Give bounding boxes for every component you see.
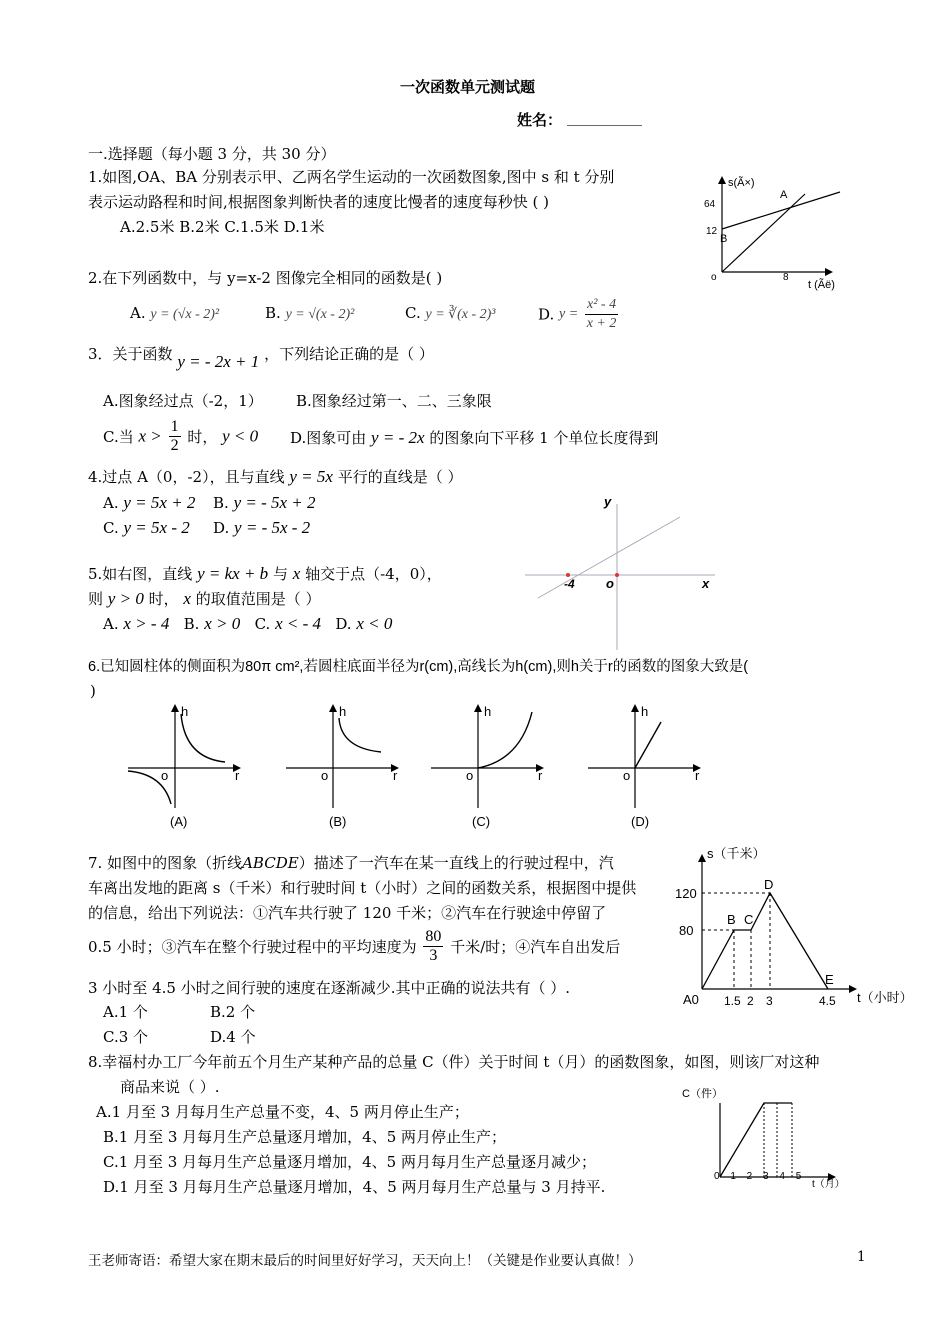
q6-graph-b: [283, 700, 403, 835]
q1-line-oa: [722, 194, 805, 272]
q8-c-label: C（件）: [682, 1088, 723, 1100]
q6-c-o: o: [466, 768, 474, 783]
q5-figure: [520, 492, 720, 652]
q7-label-b: B: [727, 912, 736, 927]
q3-c-a: C.当: [103, 428, 134, 446]
q8-opt-c: C.1 月至 3 月每月生产总量逐月增加，4、5 两月每月生产总量逐月减少；: [103, 1153, 596, 1171]
q5-b-label: B.: [183, 615, 200, 633]
q5-c-expr: x < - 4: [275, 614, 321, 633]
q6-c-curve: [478, 712, 532, 768]
q8-polyline: [720, 1103, 792, 1177]
arrow-up-icon: [329, 704, 337, 712]
q2-b-label: B.: [265, 304, 281, 322]
q4-opt-c: [103, 516, 190, 540]
q4-a-expr: y = 5x + 2: [123, 493, 196, 512]
q6-c-r: r: [538, 768, 543, 783]
q7-opt-b: B.2 个: [210, 1003, 256, 1021]
q3-c-num: 1: [170, 418, 179, 435]
q4-a-label: A.: [103, 494, 119, 512]
q8-figure: [680, 1083, 860, 1193]
q8-ticks: 0 1 2 3 4 5: [714, 1171, 806, 1182]
q5-options: [103, 612, 392, 636]
page-title: 一次函数单元测试题: [400, 78, 536, 96]
name-label: 姓名：: [517, 111, 563, 129]
q3-c-b: 时，: [187, 428, 218, 446]
q7-line5: 3 小时至 4.5 小时之间行驶的速度在逐渐减少.其中正确的说法共有（ ）.: [88, 979, 571, 997]
q7-label-d: D: [764, 877, 774, 892]
q5-stem-x: x: [292, 564, 301, 583]
q4-opt-b: [213, 491, 316, 515]
q7-x3: 3: [766, 994, 773, 1008]
arrow-right-icon: [849, 985, 857, 993]
q6-line2: ): [90, 682, 96, 700]
q7-a0: A0: [683, 992, 699, 1007]
q8-t-label: t（月）: [812, 1179, 845, 1190]
q4-d-expr: y = - 5x - 2: [234, 518, 311, 537]
q7-frac-den: 3: [429, 947, 438, 964]
q5-line2-y: y > 0: [107, 589, 144, 608]
q6-a-h: h: [181, 704, 189, 719]
q1-line1: 1.如图,OA、BA 分别表示甲、乙两名学生运动的一次函数图象,图中 s 和 t 分别: [88, 168, 615, 186]
q7-x15: 1.5: [724, 994, 741, 1008]
q1-s-label: s(Ã×): [728, 177, 755, 189]
q1-origin: o: [711, 272, 717, 283]
q3-c-x: x >: [138, 426, 162, 446]
q7-line1-abcde: ABCDE: [242, 854, 299, 872]
q7-line4-b: 千米/时；④汽车自出发后: [450, 938, 621, 956]
q8-opt-d: D.1 月至 3 月每月生产总量逐月增加，4、5 两月每月生产总量与 3 月持平.: [103, 1178, 606, 1196]
q4-opt-d: [213, 516, 310, 540]
q3-stem-a: 3．关于函数: [88, 345, 173, 363]
q2-d-den: x + 2: [586, 316, 617, 331]
q5-line2-c: 的取值范围是（ ）: [195, 590, 321, 608]
q7-line1-b: ）描述了一汽车在某一直线上的行驶过程中，汽: [298, 854, 614, 872]
q2-d-num: x² - 4: [585, 296, 618, 315]
q7-label-c: C: [744, 912, 754, 927]
q2-d-fraction: [585, 296, 618, 333]
q6-a-o: o: [161, 768, 169, 783]
footer-note: 王老师寄语：希望大家在期末最后的时间里好好学习，天天向上！（关键是作业要认真做！）: [88, 1253, 642, 1269]
name-blank: __________: [567, 108, 642, 126]
q2-a-expr: y = (√x - 2)²: [150, 307, 220, 322]
q6-a-curve-upper: [181, 714, 225, 762]
q5-a-expr: x > - 4: [123, 614, 170, 633]
q7-t-label: t（小时）: [857, 990, 913, 1005]
q5-line2: [88, 587, 321, 611]
q6-c-h: h: [484, 704, 492, 719]
q7-opt-a: A.1 个: [103, 1003, 148, 1021]
q6-graph-d: [585, 700, 705, 835]
q7-opt-d: D.4 个: [210, 1028, 256, 1046]
section-heading: 一.选择题（每小题 3 分，共 30 分）: [88, 145, 336, 163]
q4-c-expr: y = 5x - 2: [123, 518, 190, 537]
q2-c-expr: y = ∛(x - 2)³: [425, 307, 496, 322]
q3-stem-b: ，下列结论正确的是（ ）: [264, 345, 434, 363]
q6-d-o: o: [623, 768, 631, 783]
q3-stem-expr: y = - 2x + 1: [177, 352, 260, 371]
q5-stem-a: 5.如右图，直线: [88, 565, 193, 583]
q3-d-a: D.图象可由: [290, 429, 367, 447]
q7-line3: 的信息，给出下列说法：①汽车共行驶了 120 千米；②汽车在行驶途中停留了: [88, 904, 607, 922]
q4-d-label: D.: [213, 519, 230, 537]
q4-stem: [88, 465, 462, 489]
q5-stem-c: 轴交于点（-4，0），: [305, 565, 442, 583]
q4-opt-a: [103, 491, 195, 515]
q5-stem: [88, 562, 442, 586]
q5-line2-b: 时，: [148, 590, 179, 608]
q2-d-y: y =: [559, 306, 579, 322]
q7-y120: 120: [675, 886, 697, 901]
q4-c-label: C.: [103, 519, 119, 537]
q6-b-h: h: [339, 704, 347, 719]
q6-d-label: (D): [631, 814, 650, 829]
q1-label-b: B: [720, 233, 728, 245]
q6-b-r: r: [393, 768, 398, 783]
arrow-up-icon: [698, 854, 706, 862]
q7-x45: 4.5: [819, 994, 836, 1008]
q1-figure: [700, 172, 850, 294]
q3-opt-d: [290, 427, 658, 448]
q6-graph-c: [428, 700, 548, 835]
q3-opt-a: A.图象经过点（-2，1）: [103, 392, 263, 410]
q5-x-label: x: [702, 576, 710, 591]
q7-s-label: s（千米）: [707, 846, 766, 861]
q1-options: A.2.5米 B.2米 C.1.5米 D.1米: [120, 218, 325, 236]
q6-a-r: r: [235, 768, 240, 783]
q8-line2: 商品来说（ ）.: [120, 1078, 220, 1096]
q4-stem-b: 平行的直线是（ ）: [337, 468, 463, 486]
q7-line4: [88, 928, 620, 965]
arrow-right-icon: [825, 268, 833, 276]
q6-b-curve: [339, 718, 381, 752]
q7-polyline: [702, 893, 828, 989]
q2-opt-a: [130, 304, 219, 323]
q5-d-label: D.: [335, 615, 352, 633]
q2-opt-d: [538, 296, 620, 333]
page-number: 1: [857, 1249, 866, 1265]
q6-a-label: (A): [170, 814, 188, 829]
q4-stem-a: 4.过点 A（0，-2），且与直线: [88, 468, 285, 486]
q8-opt-a: A.1 月至 3 月每月生产总量不变，4、5 两月停止生产；: [96, 1103, 469, 1121]
q7-line1: [88, 852, 614, 875]
q3-stem: [88, 342, 434, 371]
q2-a-label: A.: [130, 304, 146, 322]
q4-stem-expr: y = 5x: [289, 467, 333, 486]
q6-line1: 6.已知圆柱体的侧面积为80π cm²,若圆柱底面半径为r(cm),高线长为h(cm),则h关于r的函数的图象大致是(: [88, 659, 749, 675]
q6-d-r: r: [695, 768, 700, 783]
q3-d-b: 的图象向下平移 1 个单位长度得到: [429, 429, 659, 447]
q1-line2: 表示运动路程和时间,根据图象判断快者的速度比慢者的速度每秒快 ( ): [88, 193, 550, 211]
q1-label-a: A: [780, 189, 788, 201]
q7-x2: 2: [747, 994, 754, 1008]
q5-stem-expr: y = kx + b: [197, 564, 269, 583]
q3-c-fraction: [169, 418, 181, 455]
q6-d-h: h: [641, 704, 649, 719]
q2-c-label: C.: [405, 304, 421, 322]
q6-b-label: (B): [329, 814, 347, 829]
q5-line2-x: x: [183, 589, 191, 608]
q5-y-label: y: [604, 494, 612, 509]
q3-c-y: y < 0: [222, 426, 259, 446]
q8-opt-b: B.1 月至 3 月每月生产总量逐月增加，4、5 两月停止生产；: [103, 1128, 507, 1146]
q4-b-label: B.: [213, 494, 229, 512]
q6-graph-a: [125, 700, 245, 835]
arrow-up-icon: [171, 704, 179, 712]
q7-figure: [675, 842, 915, 1014]
q6-c-label: (C): [472, 814, 491, 829]
q5-origin: o: [606, 576, 614, 591]
q7-label-e: E: [825, 972, 834, 987]
q4-b-expr: y = - 5x + 2: [233, 493, 316, 512]
q5-stem-b: 与: [272, 565, 288, 583]
q2-opt-b: [265, 304, 354, 323]
q7-frac-num: 80: [425, 928, 442, 945]
q2-opt-c: [405, 304, 495, 323]
q5-point-origin: [615, 573, 619, 577]
q1-x8: 8: [783, 272, 789, 283]
arrow-up-icon: [631, 704, 639, 712]
q6-d-line: [635, 722, 661, 768]
q8-line1: 8.幸福村办工厂今年前五个月生产某种产品的总量 C（件）关于时间 t（月）的函数图象，如图，则该厂对这种: [88, 1053, 820, 1071]
q3-d-expr: y = - 2x: [371, 428, 425, 447]
q5-b-expr: x > 0: [204, 614, 241, 633]
q2-stem: 2.在下列函数中，与 y=x-2 图像完全相同的函数是( ): [88, 269, 443, 287]
q7-opt-c: C.3 个: [103, 1028, 149, 1046]
q5-line2-a: 则: [88, 590, 104, 608]
q3-opt-b: B.图象经过第一、二、三象限: [296, 392, 492, 410]
q2-d-label: D.: [538, 305, 555, 324]
q5-d-expr: x < 0: [356, 614, 393, 633]
q7-fraction: [423, 928, 443, 965]
q5-c-label: C.: [254, 615, 271, 633]
q5-neg4: -4: [564, 577, 575, 591]
arrow-up-icon: [474, 704, 482, 712]
q3-c-den: 2: [170, 437, 179, 454]
q5-a-label: A.: [103, 615, 119, 633]
arrow-up-icon: [718, 176, 726, 184]
q3-opt-c: [103, 418, 258, 455]
q7-y80: 80: [679, 923, 694, 938]
q7-line2: 车离出发地的距离 s（千米）和行驶时间 t（小时）之间的函数关系，根据图中提供: [88, 879, 637, 897]
q7-line1-a: 7. 如图中的图象（折线: [88, 854, 243, 872]
q6-b-o: o: [321, 768, 329, 783]
q1-y64: 64: [704, 199, 716, 210]
q1-t-label: t (Ãë): [808, 279, 835, 291]
q7-line4-a: 0.5 小时；③汽车在整个行驶过程中的平均速度为: [88, 938, 417, 956]
q2-b-expr: y = √(x - 2)²: [285, 307, 355, 322]
q1-y12: 12: [706, 226, 718, 237]
